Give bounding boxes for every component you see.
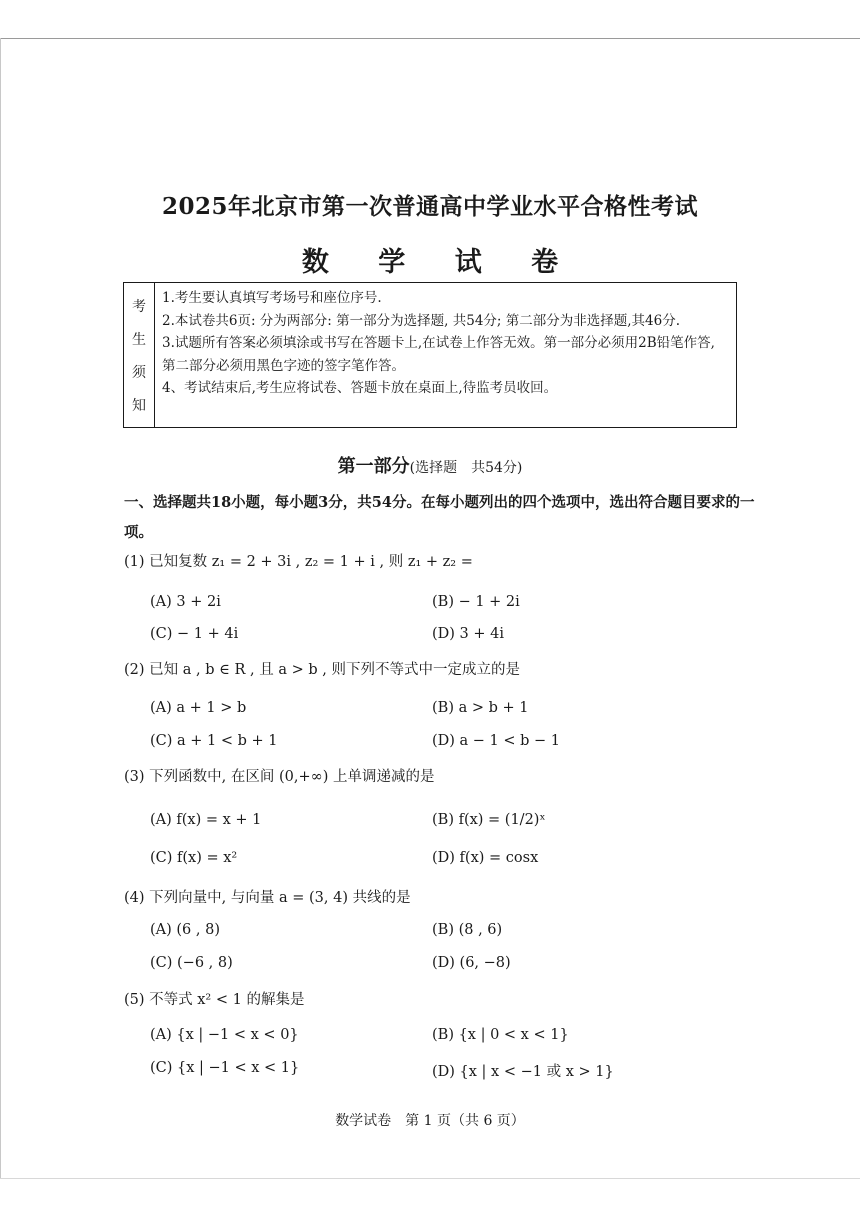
section-subtitle: (选择题 共54分) bbox=[409, 460, 523, 476]
question-1-option-b: (B) − 1 + 2i bbox=[432, 594, 520, 610]
question-1-option-d: (D) 3 + 4i bbox=[432, 626, 505, 642]
notice-item-2: 2.本试卷共6页: 分为两部分: 第一部分为选择题, 共54分; 第二部分为非选择题,其46分. bbox=[162, 312, 681, 329]
question-1-stem: (1) 已知复数 z₁ = 2 + 3i , z₂ = 1 + i , 则 z₁ + z₂ = bbox=[124, 554, 473, 570]
question-2-option-c: (C) a + 1 < b + 1 bbox=[150, 733, 278, 749]
exam-title: 2025年北京市第一次普通高中学业水平合格性考试 bbox=[161, 193, 698, 220]
exam-subtitle: 数 学 试 卷 bbox=[301, 247, 579, 278]
question-3-stem: (3) 下列函数中, 在区间 (0,+∞) 上单调递减的是 bbox=[124, 769, 435, 785]
page-footer: 数学试卷 第 1 页（共 6 页） bbox=[335, 1113, 525, 1129]
section-title: 第一部分 bbox=[337, 456, 410, 477]
section-instruction: 一、选择题共18小题，每小题3分，共54分。在每小题列出的四个选项中，选出符合题目要求的一项。 bbox=[124, 494, 755, 541]
notice-item-3: 3.试题所有答案必须填涂或书写在答题卡上,在试卷上作答无效。第一部分必须用2B铅笔作答,第二部分必须用黑色字迹的签字笔作答。 bbox=[162, 335, 715, 374]
question-2-option-b: (B) a > b + 1 bbox=[432, 700, 529, 716]
question-3-option-b: (B) f(x) = (1/2)ˣ bbox=[432, 812, 546, 828]
question-3-option-d: (D) f(x) = cosx bbox=[432, 850, 539, 866]
scan-border-bottom bbox=[0, 1178, 860, 1179]
question-1-option-c: (C) − 1 + 4i bbox=[150, 626, 239, 642]
question-5-option-b: (B) {x | 0 < x < 1} bbox=[432, 1027, 569, 1043]
question-2-stem: (2) 已知 a , b ∈ R , 且 a > b , 则下列不等式中一定成立的是 bbox=[124, 662, 520, 678]
question-1-option-a: (A) 3 + 2i bbox=[150, 594, 221, 610]
question-5-stem: (5) 不等式 x² < 1 的解集是 bbox=[124, 992, 305, 1008]
question-4-option-d: (D) (6, −8) bbox=[432, 955, 511, 971]
question-4-option-c: (C) (−6 , 8) bbox=[150, 955, 233, 971]
candidate-notice-box bbox=[123, 282, 737, 428]
question-2-option-d: (D) a − 1 < b − 1 bbox=[432, 733, 561, 749]
notice-item-1: 1.考生要认真填写考场号和座位序号. bbox=[162, 290, 382, 306]
notice-item-4: 4、考试结束后,考生应将试卷、答题卡放在桌面上,待监考员收回。 bbox=[162, 380, 558, 396]
notice-heading-char: 知 bbox=[132, 397, 146, 414]
notice-items bbox=[162, 287, 728, 400]
section-heading bbox=[0, 452, 860, 478]
notice-heading-char: 生 bbox=[132, 331, 146, 348]
question-4-stem: (4) 下列向量中, 与向量 a = (3, 4) 共线的是 bbox=[124, 890, 411, 906]
notice-heading-char: 考 bbox=[132, 298, 146, 315]
scan-border-top bbox=[0, 38, 860, 39]
question-5-option-d: (D) {x | x < −1 或 x > 1} bbox=[432, 1064, 614, 1080]
question-4-option-a: (A) (6 , 8) bbox=[150, 922, 220, 938]
question-3-option-c: (C) f(x) = x² bbox=[150, 850, 238, 866]
question-3-option-a: (A) f(x) = x + 1 bbox=[150, 812, 262, 828]
notice-heading-char: 须 bbox=[132, 364, 146, 381]
question-5-option-c: (C) {x | −1 < x < 1} bbox=[150, 1060, 300, 1076]
notice-heading bbox=[124, 283, 155, 427]
question-5-option-a: (A) {x | −1 < x < 0} bbox=[150, 1027, 299, 1043]
question-2-option-a: (A) a + 1 > b bbox=[150, 700, 247, 716]
question-4-option-b: (B) (8 , 6) bbox=[432, 922, 503, 938]
